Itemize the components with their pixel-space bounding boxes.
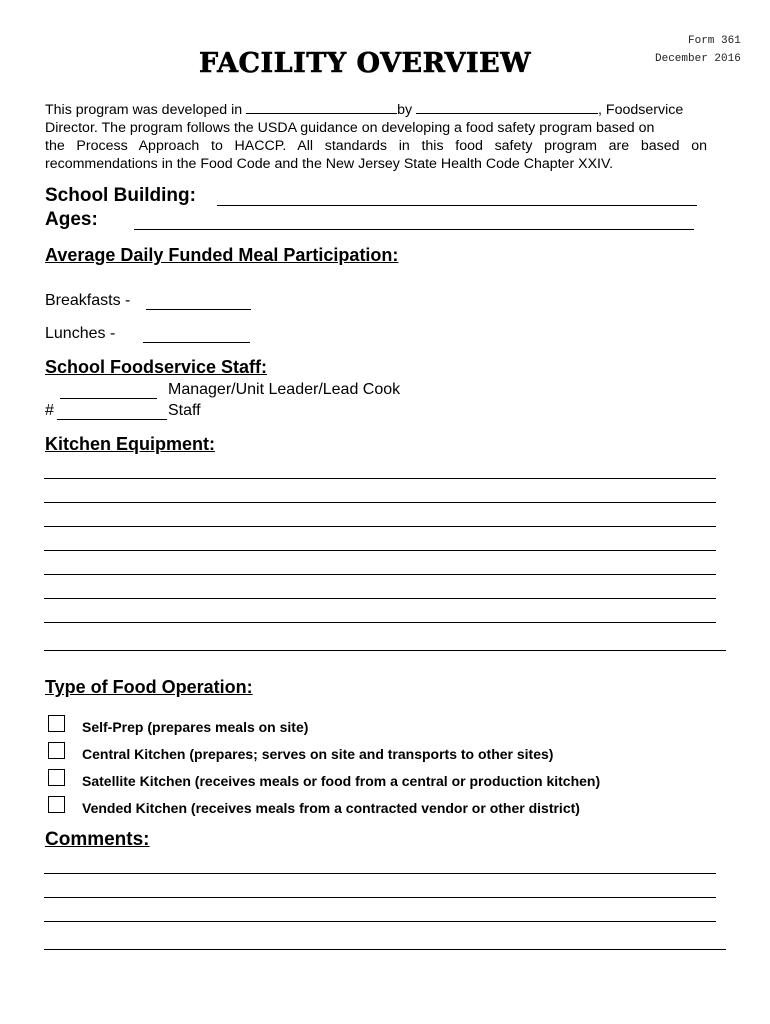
form-number: Form 361: [688, 35, 741, 47]
school-building-label: School Building:: [45, 185, 196, 206]
staff-count-field[interactable]: [57, 419, 167, 420]
breakfasts-field[interactable]: [146, 309, 251, 310]
ages-label: Ages:: [45, 209, 98, 230]
vended-kitchen-checkbox[interactable]: [48, 796, 65, 813]
operation-heading: Type of Food Operation:: [45, 677, 253, 697]
equipment-line-5[interactable]: [44, 574, 716, 575]
page-title: FACILITY OVERVIEW: [199, 48, 532, 79]
intro-paragraph: [45, 99, 707, 173]
intro-line-4: recommendations in the Food Code and the New Jersey State Health Code Chapter XXIV.: [45, 156, 614, 172]
intro-line-1: [45, 99, 707, 119]
director-name-field[interactable]: [416, 99, 598, 114]
intro-by: by: [397, 102, 413, 118]
developed-in-field[interactable]: [246, 99, 397, 114]
self-prep-label: Self-Prep (prepares meals on site): [82, 719, 309, 735]
equipment-line-4[interactable]: [44, 550, 716, 551]
manager-count-field[interactable]: [60, 398, 157, 399]
school-building-field[interactable]: [217, 205, 697, 206]
equipment-heading: Kitchen Equipment:: [45, 434, 215, 454]
participation-heading: Average Daily Funded Meal Participation:: [45, 245, 399, 265]
equipment-line-8[interactable]: [44, 650, 726, 651]
staff-label: Staff: [168, 402, 201, 419]
equipment-line-6[interactable]: [44, 598, 716, 599]
staff-number-sign: #: [45, 402, 54, 419]
comments-line-2[interactable]: [44, 897, 716, 898]
comments-heading: Comments:: [45, 829, 150, 850]
intro-prefix: This program was developed in: [45, 102, 243, 118]
intro-role: , Foodservice: [598, 102, 684, 118]
satellite-kitchen-label: Satellite Kitchen (receives meals or food from a central or production kitchen): [82, 773, 601, 789]
comments-line-3[interactable]: [44, 921, 716, 922]
form-date: December 2016: [655, 53, 741, 65]
self-prep-checkbox[interactable]: [48, 715, 65, 732]
equipment-line-3[interactable]: [44, 526, 716, 527]
manager-label: Manager/Unit Leader/Lead Cook: [168, 381, 401, 398]
intro-line-3: the Process Approach to HACCP. All standards in this food safety program are based on: [45, 138, 707, 154]
lunches-field[interactable]: [143, 342, 250, 343]
staff-heading: School Foodservice Staff:: [45, 357, 268, 377]
comments-line-1[interactable]: [44, 873, 716, 874]
breakfasts-label: Breakfasts -: [45, 292, 131, 309]
intro-line-2: Director. The program follows the USDA guidance on developing a food safety program based on: [45, 120, 655, 136]
satellite-kitchen-checkbox[interactable]: [48, 769, 65, 786]
comments-line-4[interactable]: [44, 949, 726, 950]
ages-field[interactable]: [134, 229, 694, 230]
central-kitchen-label: Central Kitchen (prepares; serves on site and transports to other sites): [82, 746, 554, 762]
equipment-line-1[interactable]: [44, 478, 716, 479]
equipment-line-7[interactable]: [44, 622, 716, 623]
central-kitchen-checkbox[interactable]: [48, 742, 65, 759]
equipment-line-2[interactable]: [44, 502, 716, 503]
vended-kitchen-label: Vended Kitchen (receives meals from a contracted vendor or other district): [82, 800, 580, 816]
lunches-label: Lunches -: [45, 325, 116, 342]
